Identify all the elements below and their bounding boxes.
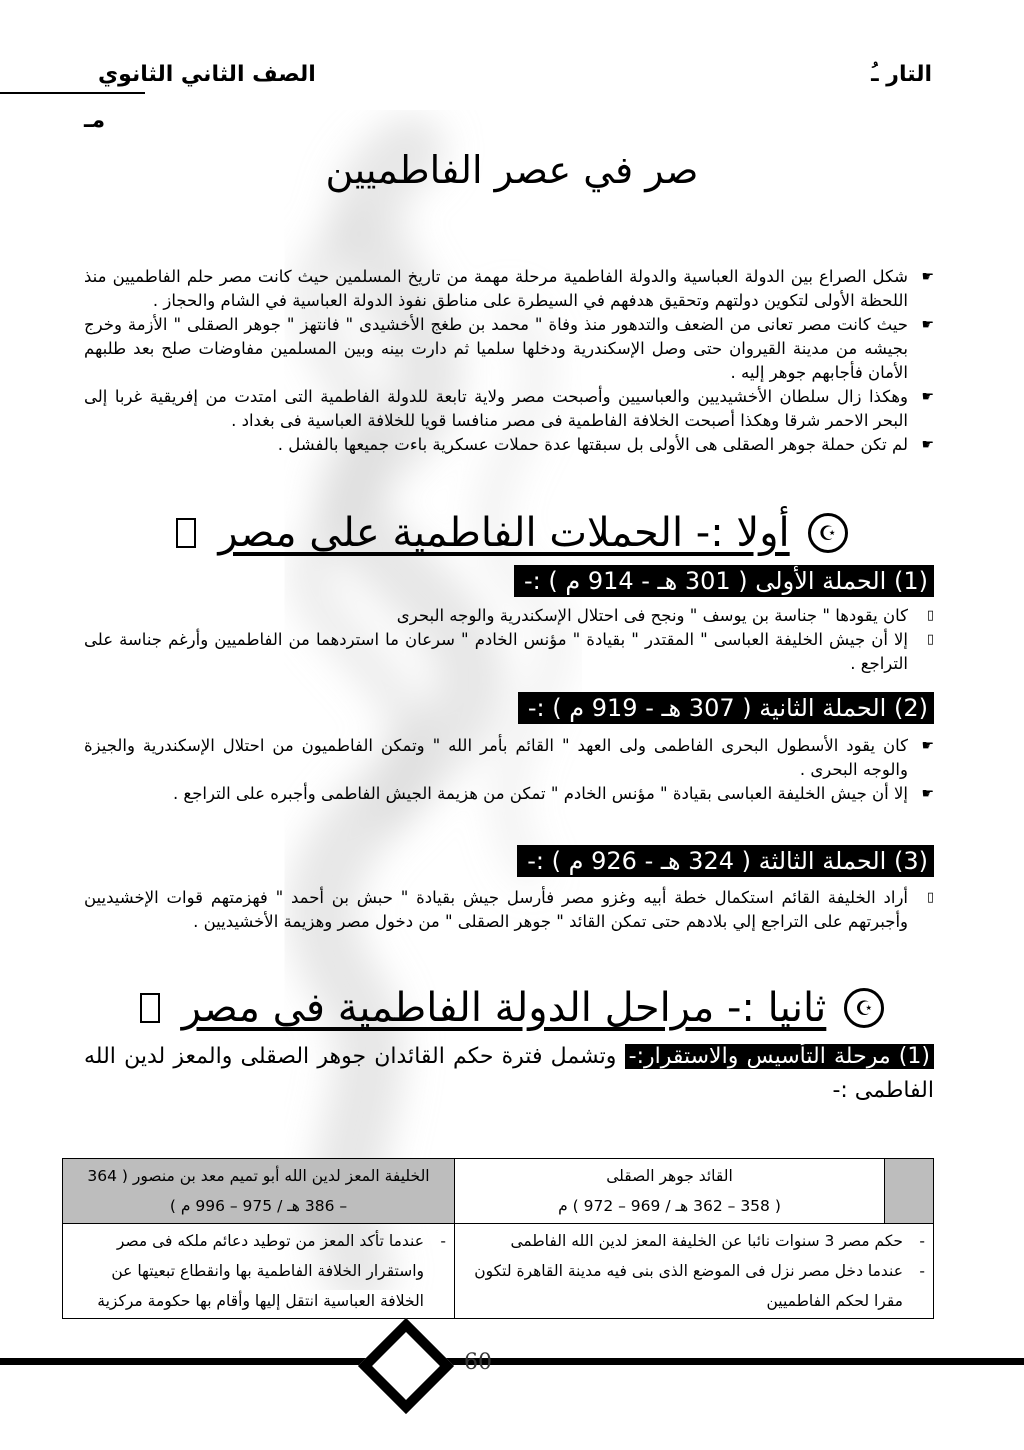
box-bullet-icon: ▯ [926,890,934,905]
grade-label: الصف الثاني الثانوي [98,62,316,87]
campaign-1-heading: (1) الحملة الأولى ( 301 هـ - 914 م ) :- [514,565,934,597]
arrow-bullet-icon: ☛ [921,269,934,285]
list-item: ☛ لم تكن حملة جوهر الصقلى هى الأولى بل سبقتها عدة حملات عسكرية باءت جميعها بالفشل . [84,433,934,457]
list-item: ☛ كان يقود الأسطول البحرى الفاطمى ولى العهد " القائم بأمر الله " وتمكن الفاطميون من احتلال الإسكندرية والجيزة والوجه البحرى . [84,736,934,779]
table-row [63,1159,934,1224]
box-icon [140,993,160,1023]
campaign-3-list [84,886,934,934]
campaign-2-list [84,734,934,806]
arrow-bullet-icon: ☛ [921,317,934,333]
footer-rule [0,1358,1024,1365]
stage-text: وتشمل فترة حكم القائدان جوهر الصقلى والمعز لدين الله الفاطمى :- [84,1044,934,1103]
table-corner-cell [885,1159,934,1224]
campaign-3-heading: (3) الحملة الثالثة ( 324 هـ - 926 م ) :- [517,845,934,877]
stage-heading: (1) مرحلة التأسيس والاستقرار:- [625,1044,934,1069]
col-right-cell [455,1224,934,1319]
list-item: - عندما دخل مصر نزل فى الموضع الذى بنى فيه مدينة القاهرة لتكون مقرا لحكم الفاطميين [463,1256,925,1316]
crescent-star-icon: ☪ [808,513,848,553]
rulers-table [62,1158,934,1319]
list-item: ☛ شكل الصراع بين الدولة العباسية والدولة الفاطمية مرحلة مهمة من تاريخ المسلمين حيث كانت مصر حلم الفاطميين منذ اللحظة الأولى لتكوين دولتهم وتحقيق هدفهم في السيطرة على مناطق نفوذ الدولة العباسية في الشام والحجاز . [84,267,934,310]
arrow-bullet-icon: ☛ [921,437,934,453]
table-row [63,1224,934,1319]
arrow-bullet-icon: ☛ [921,786,934,802]
col-left-cell [63,1224,455,1319]
arrow-bullet-icon: ☛ [921,389,934,405]
box-icon [176,518,196,548]
list-item: ▯ أراد الخليفة القائم استكمال خطة أبيه وغزو مصر فأرسل جيش بقيادة " حبش بن أحمد " فهزمتهم قوات الإخشيديين وأجبرتهم على التراجع إلي بلادهم حتى تمكن القائد " جوهر الصقلى " من دخول مصر وهزيمة الأخشيديين . [84,888,934,931]
box-bullet-icon: ▯ [926,632,934,647]
campaign-2-heading: (2) الحملة الثانية ( 307 هـ - 919 م ) :- [518,692,934,724]
list-item: ☛ حيث كانت مصر تعانى من الضعف والتدهور منذ وفاة " محمد بن طغج الأخشيدى " فانتهز " جوهر الصقلى " الأزمة وخرج بجيشه من مدينة القيروان حتى وصل الإسكندرية ودخلها سلميا ثم دارت بينه وبين المسلمين مفاوضات صلح بعد طلبهم الأمان فأجابهم جوهر إليه . [84,315,934,382]
page-number: 60 [464,1350,492,1375]
stage-paragraph [84,1040,934,1108]
list-item: ▯ إلا أن جيش الخليفة العباسى " المقتدر " بقيادة " مؤنس الخادم " سرعان ما استردهما من الفاطميين وأرغم جناسة على التراجع . [84,630,934,673]
arrow-bullet-icon: ☛ [921,738,934,754]
intro-list [84,265,934,457]
col-left-header: الخليفة المعز لدين الله أبو تميم معد بن منصور ( 364 – 386 هـ / 975 – 996 م ) [63,1159,455,1224]
list-item: ▯ كان يقودها " جناسة بن يوسف " ونجح فى احتلال الإسكندرية والوجه البحرى [84,604,934,628]
subject-label: التار ـُ [871,62,932,87]
crescent-star-icon: ☪ [844,988,884,1028]
list-item: - حكم مصر 3 سنوات نائبا عن الخليفة المعز لدين الله الفاطمى [463,1226,925,1256]
col-right-header: القائد جوهر الصقلى ( 358 – 362 هـ / 969 – 972 ) م [455,1159,885,1224]
header-divider [0,92,145,94]
section-two-title: ☪ ثانيا :- مراحل الدولة الفاطمية فى مصر [90,985,934,1031]
page-title: صر في عصر الفاطميين [325,148,699,192]
title-fragment: مـ [84,108,106,133]
footer-diamond-icon [358,1318,454,1414]
list-item: ☛ إلا أن جيش الخليفة العباسى بقيادة " مؤنس الخادم " تمكن من هزيمة الجيش الفاطمى وأجبره على التراجع . [84,782,934,806]
campaign-1-list [84,604,934,676]
list-item: ☛ وهكذا زال سلطان الأخشيديين والعباسيين وأصبحت مصر ولاية تابعة للدولة الفاطمية التى امتدت من إفريقية غربا إلى البحر الاحمر شرقا وهكذا أصبحت الخلافة الفاطمية فى مصر منافسا قويا للخلافة العباسية فى بغداد . [84,387,934,430]
box-bullet-icon: ▯ [926,608,934,623]
list-item: - عندما تأكد المعز من توطيد دعائم ملكه فى مصر واستقرار الخلافة الفاطمية بها وانقطاع تبعيتها عن الخلافة العباسية انتقل إليها وأقام بها حكومة مركزية [71,1226,446,1316]
section-one-title: ☪ أولا :- الحملات الفاطمية على مصر [90,510,934,556]
